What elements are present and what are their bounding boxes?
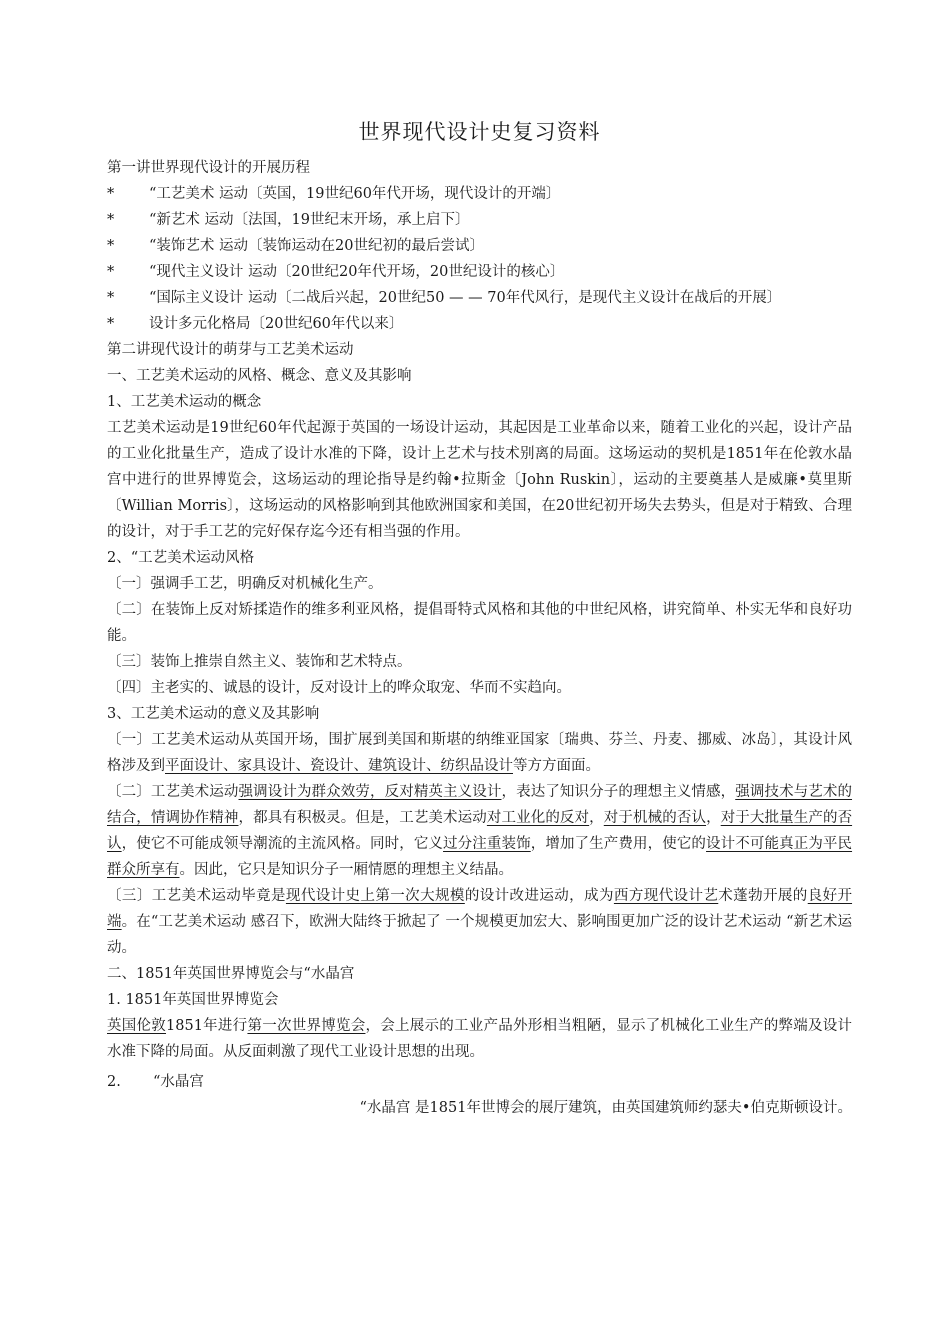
bullet-mark: *	[107, 290, 115, 306]
subsection-heading: 1. 1851年英国世界博览会	[107, 992, 279, 1008]
lecture1-heading: 第一讲世界现代设计的开展历程	[107, 160, 310, 176]
text-run: ，	[589, 810, 604, 826]
bullet-item	[107, 181, 852, 207]
bullet-mark: *	[107, 238, 115, 254]
document-title: 世界现代设计史复习资料	[358, 120, 601, 144]
bullet-mark: *	[107, 264, 115, 280]
heading-number: 2.	[107, 1074, 121, 1090]
lecture2-heading: 第二讲现代设计的萌芽与工艺美术运动	[107, 342, 354, 358]
bullet-mark: *	[107, 316, 115, 332]
text-run: ，	[706, 810, 721, 826]
underlined-text: 平面设计、家具设计、瓷设计、建筑设计、纺织品设计	[165, 758, 513, 774]
bullet-item	[107, 207, 852, 233]
style-item: 〔二〕在装饰上反对矫揉造作的维多利亚风格，提倡哥特式风格和其他的中世纪风格，讲究简单、朴实无华和良好功能。	[107, 602, 852, 644]
underlined-text: 英国伦敦	[107, 1018, 167, 1034]
subsection-heading: 1、工艺美术运动的概念	[107, 394, 262, 410]
crystal-palace-text: “水晶宫 是1851年世博会的展厅建筑，由英国建筑师约瑟夫•伯克斯顿设计。	[359, 1100, 852, 1116]
text-run: 。因此，它只是知识分子一厢情愿的理想主义结晶。	[179, 862, 513, 878]
subsection-heading: 3、工艺美术运动的意义及其影响	[107, 706, 320, 722]
bullet-text: “国际主义设计 运动〔二战后兴起，20世纪50 — — 70年代风行，是现代主义设计在战后的开展〕	[149, 290, 782, 306]
underlined-text: 对于大批量生产的否认	[107, 810, 853, 852]
style-item: 〔三〕装饰上推崇自然主义、装饰和艺术特点。	[107, 654, 412, 670]
concept-paragraph: 工艺美术运动是19世纪60年代起源于英国的一场设计运动，其起因是工业革命以来，随着工业化的兴起，设计产品的工业化批量生产，造成了设计水准的下降，设计上艺术与技术别离的局面。这场运动的契机是1851年在伦敦水晶宫中进行的世界博览会，这场运动的理论指导是约翰•拉斯金〔John Ruskin〕，运动的主要奠基人是威廉•莫里斯〔Willian Morris〕，这场运动的风格影响到其他欧洲国家和美国，在20世纪初开场失去势头，但是对于精致、合理的设计，对于手工艺的完好保存迄今还有相当强的作用。	[107, 420, 852, 540]
section-heading: 二、1851年英国世界博览会与“水晶宫	[107, 966, 355, 982]
text-run: 的设计改进运动，成为	[464, 888, 614, 904]
section-heading: 一、工艺美术运动的风格、概念、意义及其影响	[107, 368, 412, 384]
bullet-text: “现代主义设计 运动〔20世纪20年代开场，20世纪设计的核心〕	[149, 264, 565, 280]
text-run: 1851年进行	[166, 1018, 248, 1034]
bullet-item	[107, 259, 852, 285]
bullet-text: “工艺美术 运动〔英国，19世纪60年代开场，现代设计的开端〕	[149, 186, 561, 202]
text-run: ，都具有积极灵。但是，工艺美术运动	[238, 810, 487, 826]
heading-text: “水晶宫	[153, 1074, 204, 1090]
meaning-paragraph-2	[107, 779, 852, 883]
text-run: ，表达了知识分子的理想主义情感，	[501, 784, 736, 800]
underlined-text: 对工业化的反对	[486, 810, 590, 826]
bullet-mark: *	[107, 186, 115, 202]
underlined-text: 对于机械的否认	[603, 810, 707, 826]
text-run: 。在“工艺美术运动 感召下，欧洲大陆终于掀起了 一个规模更加宏大、影响围更加广泛的设计艺术运动 “新艺术运动。	[107, 914, 853, 956]
bullet-text: “新艺术 运动〔法国，19世纪末开场，承上启下〕	[149, 212, 470, 228]
underlined-text: 设计不可能真正为平民群众所享有	[107, 836, 853, 878]
meaning-paragraph-1	[107, 727, 852, 779]
text-run: 〔三〕工艺美术运动毕竟是	[107, 888, 286, 904]
bullet-item-wrapped	[107, 285, 852, 311]
meaning-paragraph-3	[107, 883, 852, 961]
underlined-text: 良好开端	[107, 888, 853, 930]
bullet-item	[107, 233, 852, 259]
bullet-item	[107, 311, 852, 337]
bullet-text: 设计多元化格局〔20世纪60年代以来〕	[149, 316, 404, 332]
underlined-text: 现代设计史上第一次大规模	[285, 888, 465, 904]
text-run: 〔一〕工艺美术运动从英国开场，围扩展到美国和斯堪的纳维亚国家〔瑞典、芬兰、丹麦、挪威、冰岛〕，其设计风格涉及到	[107, 732, 852, 774]
bullet-text: “装饰艺术 运动〔装饰运动在20世纪初的最后尝试〕	[149, 238, 484, 254]
text-run: 术蓬勃开展的	[718, 888, 808, 904]
style-item: 〔四〕主老实的、诚恳的设计，反对设计上的哗众取宠、华而不实趋向。	[107, 680, 571, 696]
text-run: ，增加了生产费用，使它的	[530, 836, 707, 852]
crystal-palace-heading	[107, 1069, 852, 1095]
underlined-text: 西方现代设计艺	[613, 888, 719, 904]
underlined-text: 第一次世界博览会	[247, 1018, 366, 1034]
underlined-text: 过分注重装饰	[443, 836, 531, 852]
text-run: ，会上展示的工业产品外形相当粗陋，显示了机械化工业生产的弊端及设计水准下降的局面。从反面刺激了现代工业设计思想的出现。	[107, 1018, 853, 1060]
text-run: 〔二〕工艺美术运动	[107, 784, 239, 800]
expo-paragraph	[107, 1013, 852, 1065]
style-item: 〔一〕强调手工艺，明确反对机械化生产。	[107, 576, 383, 592]
subsection-heading: 2、“工艺美术运动风格	[107, 550, 255, 566]
document-body	[107, 117, 852, 1121]
text-run: ，使它不可能成领导潮流的主流风格。同时，它义	[121, 836, 444, 852]
text-run: 等方方面面。	[513, 758, 600, 774]
underlined-text: 强调设计为群众效劳，反对精英主义设计	[238, 784, 502, 800]
underlined-text: 强调技术与艺术的结合，情调协作精神	[107, 784, 853, 826]
bullet-mark: *	[107, 212, 115, 228]
